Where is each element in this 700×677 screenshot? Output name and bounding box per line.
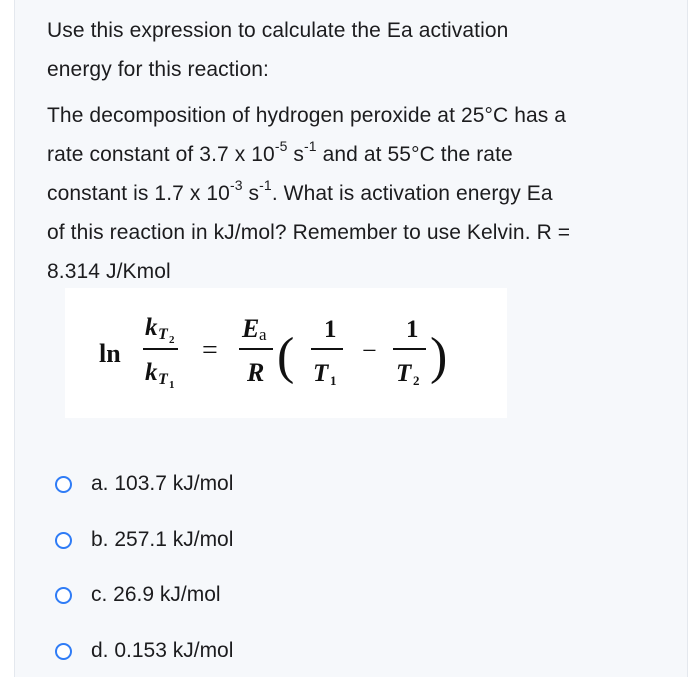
rate-constant-1-text: rate constant of 3.7 x 10 — [47, 143, 275, 166]
denominator-k: k — [145, 359, 158, 386]
ln-symbol: ln — [99, 339, 121, 368]
temperature-T2-subscript: 2 — [413, 373, 420, 388]
numerator-k-sub-T: T — [158, 326, 168, 343]
right-paren: ) — [430, 328, 448, 385]
answer-option-b-label: b. 257.1 kJ/mol — [91, 528, 234, 551]
temperature-T1-subscript: 1 — [330, 373, 337, 388]
activation-energy-E: E — [242, 314, 260, 343]
answer-option-b[interactable] — [55, 523, 455, 557]
body-line-2 — [47, 135, 667, 174]
question-intro — [47, 11, 667, 89]
body-line-3-tail: . What is activation energy Ea — [271, 182, 553, 205]
answer-option-d-label: d. 0.153 kJ/mol — [91, 639, 234, 662]
body-line-3 — [47, 174, 667, 213]
body-line-2-tail: and at 55°C the rate — [316, 143, 513, 166]
arrhenius-formula — [65, 288, 507, 418]
minus-sign: − — [362, 336, 377, 365]
temperature-T1: T — [313, 360, 329, 387]
equals-sign: = — [202, 335, 218, 366]
unit-s-text-2: s — [242, 182, 260, 205]
rate-constant-2-text: constant is 1.7 x 10 — [47, 182, 230, 205]
one-over-t2-numerator: 1 — [406, 316, 419, 343]
formula-graphic — [65, 288, 507, 418]
unit-s-text: s — [287, 143, 305, 166]
answer-option-c[interactable] — [55, 578, 455, 612]
unit-s-exponent-2: -1 — [259, 177, 272, 193]
radio-button-b[interactable] — [55, 532, 72, 549]
unit-s-exponent: -1 — [304, 138, 317, 154]
radio-button-c[interactable] — [55, 587, 72, 604]
radio-button-d[interactable] — [55, 643, 72, 660]
body-line-4: of this reaction in kJ/mol? Remember to use Kelvin. R = — [47, 221, 571, 244]
activation-energy-subscript-a: a — [259, 325, 267, 344]
denominator-k-sub-T: T — [158, 371, 168, 388]
question-body — [47, 96, 667, 291]
denominator-k-sub-1: 1 — [169, 379, 175, 391]
intro-line-2: energy for this reaction: — [47, 58, 269, 81]
one-over-t1-numerator: 1 — [324, 316, 337, 343]
answer-option-c-label: c. 26.9 kJ/mol — [91, 583, 221, 606]
numerator-k: k — [145, 314, 158, 341]
numerator-k-sub-2: 2 — [169, 334, 175, 346]
answer-option-d[interactable] — [55, 634, 455, 668]
body-line-1: The decomposition of hydrogen peroxide at 25°C has a — [47, 104, 567, 127]
body-line-5: 8.314 J/Kmol — [47, 260, 171, 283]
gas-constant-R: R — [247, 358, 265, 387]
answer-option-a-label: a. 103.7 kJ/mol — [91, 472, 234, 495]
temperature-T2: T — [396, 360, 412, 387]
radio-button-a[interactable] — [55, 476, 72, 493]
rate-constant-2-exponent: -3 — [229, 177, 243, 193]
left-paren: ( — [277, 328, 295, 385]
answer-option-a[interactable] — [55, 467, 455, 501]
intro-line-1: Use this expression to calculate the Ea activation — [47, 19, 509, 42]
rate-constant-1-exponent: -5 — [274, 138, 288, 154]
